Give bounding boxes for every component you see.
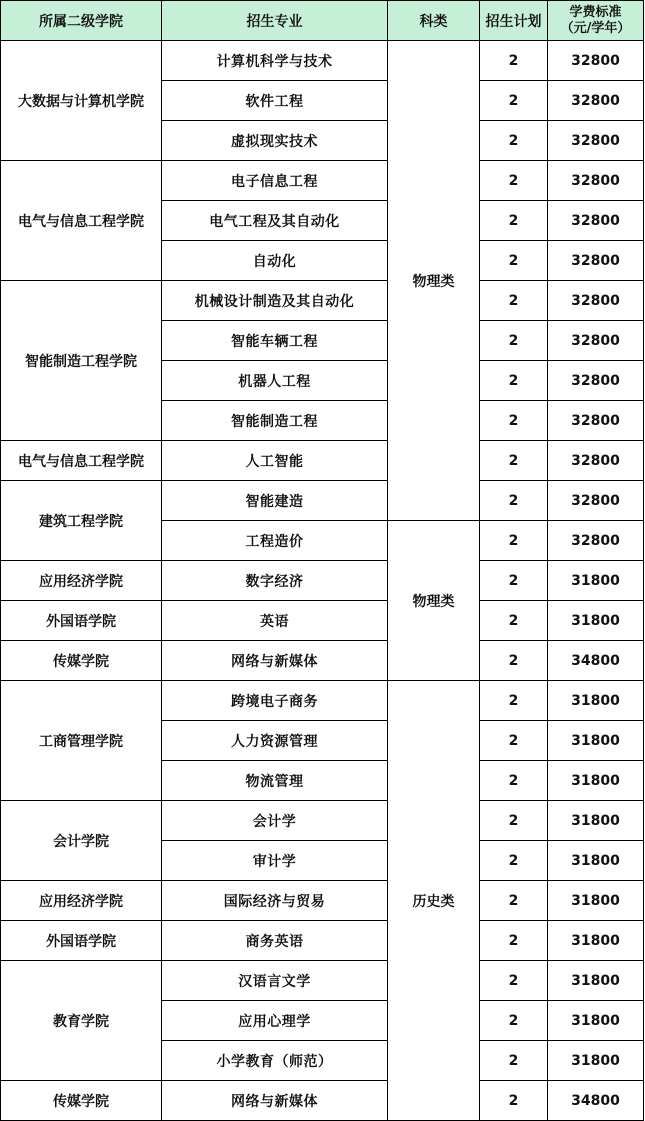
major-cell: 机器人工程 bbox=[162, 361, 388, 401]
header-fee-line1: 学费标准 bbox=[569, 4, 622, 20]
plan-cell: 2 bbox=[480, 721, 548, 761]
plan-cell: 2 bbox=[480, 881, 548, 921]
major-cell: 智能制造工程 bbox=[162, 401, 388, 441]
header-row bbox=[1, 1, 644, 41]
fee-cell: 31800 bbox=[548, 601, 644, 641]
major-cell: 工程造价 bbox=[162, 521, 388, 561]
fee-cell: 32800 bbox=[548, 361, 644, 401]
fee-cell: 31800 bbox=[548, 761, 644, 801]
plan-cell: 2 bbox=[480, 801, 548, 841]
fee-cell: 31800 bbox=[548, 1041, 644, 1081]
plan-cell: 2 bbox=[480, 681, 548, 721]
plan-cell: 2 bbox=[480, 401, 548, 441]
plan-cell: 2 bbox=[480, 521, 548, 561]
plan-cell: 2 bbox=[480, 601, 548, 641]
fee-cell: 31800 bbox=[548, 881, 644, 921]
college-cell: 大数据与计算机学院 bbox=[1, 41, 162, 161]
college-cell: 传媒学院 bbox=[1, 641, 162, 681]
header-major: 招生专业 bbox=[162, 1, 388, 41]
fee-cell: 32800 bbox=[548, 161, 644, 201]
plan-cell: 2 bbox=[480, 841, 548, 881]
plan-cell: 2 bbox=[480, 1081, 548, 1121]
header-fee-line2: （元/学年） bbox=[560, 20, 631, 36]
table-row bbox=[1, 161, 644, 201]
plan-cell: 2 bbox=[480, 1041, 548, 1081]
fee-cell: 31800 bbox=[548, 561, 644, 601]
plan-cell: 2 bbox=[480, 441, 548, 481]
fee-cell: 32800 bbox=[548, 41, 644, 81]
plan-cell: 2 bbox=[480, 921, 548, 961]
fee-cell: 31800 bbox=[548, 721, 644, 761]
table-row bbox=[1, 801, 644, 841]
table-row bbox=[1, 641, 644, 681]
table-row bbox=[1, 601, 644, 641]
major-cell: 软件工程 bbox=[162, 81, 388, 121]
fee-cell: 32800 bbox=[548, 241, 644, 281]
major-cell: 审计学 bbox=[162, 841, 388, 881]
major-cell: 英语 bbox=[162, 601, 388, 641]
header-fee bbox=[548, 1, 644, 41]
college-cell: 传媒学院 bbox=[1, 1081, 162, 1121]
college-cell: 工商管理学院 bbox=[1, 681, 162, 801]
plan-cell: 2 bbox=[480, 561, 548, 601]
table-row bbox=[1, 881, 644, 921]
major-cell: 电子信息工程 bbox=[162, 161, 388, 201]
plan-cell: 2 bbox=[480, 961, 548, 1001]
college-cell: 会计学院 bbox=[1, 801, 162, 881]
plan-cell: 2 bbox=[480, 81, 548, 121]
header-plan: 招生计划 bbox=[480, 1, 548, 41]
major-cell: 跨境电子商务 bbox=[162, 681, 388, 721]
major-cell: 应用心理学 bbox=[162, 1001, 388, 1041]
table-row bbox=[1, 481, 644, 521]
fee-cell: 32800 bbox=[548, 321, 644, 361]
table-row bbox=[1, 1081, 644, 1121]
plan-cell: 2 bbox=[480, 361, 548, 401]
fee-cell: 32800 bbox=[548, 481, 644, 521]
major-cell: 人力资源管理 bbox=[162, 721, 388, 761]
major-cell: 会计学 bbox=[162, 801, 388, 841]
major-cell: 计算机科学与技术 bbox=[162, 41, 388, 81]
plan-cell: 2 bbox=[480, 761, 548, 801]
major-cell: 电气工程及其自动化 bbox=[162, 201, 388, 241]
plan-cell: 2 bbox=[480, 201, 548, 241]
plan-cell: 2 bbox=[480, 481, 548, 521]
table-body bbox=[1, 41, 644, 1121]
college-cell: 建筑工程学院 bbox=[1, 481, 162, 561]
fee-cell: 32800 bbox=[548, 201, 644, 241]
major-cell: 机械设计制造及其自动化 bbox=[162, 281, 388, 321]
table-row bbox=[1, 41, 644, 81]
major-cell: 网络与新媒体 bbox=[162, 1081, 388, 1121]
table-row bbox=[1, 281, 644, 321]
major-cell: 自动化 bbox=[162, 241, 388, 281]
header-college: 所属二级学院 bbox=[1, 1, 162, 41]
plan-cell: 2 bbox=[480, 121, 548, 161]
fee-cell: 32800 bbox=[548, 81, 644, 121]
major-cell: 商务英语 bbox=[162, 921, 388, 961]
college-cell: 智能制造工程学院 bbox=[1, 281, 162, 441]
major-cell: 汉语言文学 bbox=[162, 961, 388, 1001]
college-cell: 外国语学院 bbox=[1, 601, 162, 641]
college-cell: 教育学院 bbox=[1, 961, 162, 1081]
category-cell: 物理类 bbox=[388, 41, 480, 521]
table-row bbox=[1, 561, 644, 601]
major-cell: 智能建造 bbox=[162, 481, 388, 521]
college-cell: 应用经济学院 bbox=[1, 561, 162, 601]
fee-cell: 32800 bbox=[548, 281, 644, 321]
major-cell: 数字经济 bbox=[162, 561, 388, 601]
category-cell: 物理类 bbox=[388, 521, 480, 681]
plan-cell: 2 bbox=[480, 41, 548, 81]
fee-cell: 32800 bbox=[548, 441, 644, 481]
fee-cell: 31800 bbox=[548, 801, 644, 841]
major-cell: 物流管理 bbox=[162, 761, 388, 801]
major-cell: 虚拟现实技术 bbox=[162, 121, 388, 161]
fee-cell: 31800 bbox=[548, 1001, 644, 1041]
college-cell: 应用经济学院 bbox=[1, 881, 162, 921]
fee-cell: 32800 bbox=[548, 521, 644, 561]
plan-cell: 2 bbox=[480, 321, 548, 361]
plan-cell: 2 bbox=[480, 241, 548, 281]
table-row bbox=[1, 961, 644, 1001]
header-category: 科类 bbox=[388, 1, 480, 41]
plan-cell: 2 bbox=[480, 161, 548, 201]
fee-cell: 34800 bbox=[548, 1081, 644, 1121]
fee-cell: 34800 bbox=[548, 641, 644, 681]
fee-cell: 32800 bbox=[548, 121, 644, 161]
plan-cell: 2 bbox=[480, 281, 548, 321]
table-row bbox=[1, 921, 644, 961]
plan-cell: 2 bbox=[480, 1001, 548, 1041]
category-cell: 历史类 bbox=[388, 681, 480, 1121]
fee-cell: 31800 bbox=[548, 681, 644, 721]
major-cell: 网络与新媒体 bbox=[162, 641, 388, 681]
fee-cell: 31800 bbox=[548, 921, 644, 961]
plan-cell: 2 bbox=[480, 641, 548, 681]
fee-cell: 32800 bbox=[548, 401, 644, 441]
fee-cell: 31800 bbox=[548, 841, 644, 881]
major-cell: 国际经济与贸易 bbox=[162, 881, 388, 921]
major-cell: 小学教育（师范） bbox=[162, 1041, 388, 1081]
major-cell: 人工智能 bbox=[162, 441, 388, 481]
major-cell: 智能车辆工程 bbox=[162, 321, 388, 361]
table-row bbox=[1, 441, 644, 481]
college-cell: 外国语学院 bbox=[1, 921, 162, 961]
fee-cell: 31800 bbox=[548, 961, 644, 1001]
table-row bbox=[1, 681, 644, 721]
college-cell: 电气与信息工程学院 bbox=[1, 441, 162, 481]
college-cell: 电气与信息工程学院 bbox=[1, 161, 162, 281]
